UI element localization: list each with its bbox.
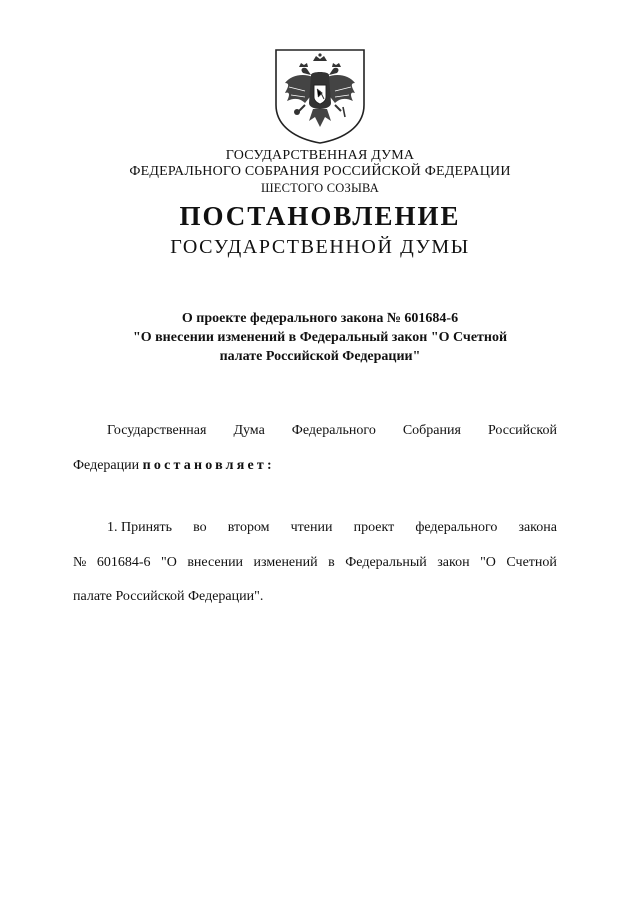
- word: чтении: [290, 520, 333, 535]
- word: втором: [227, 520, 270, 535]
- word: закона: [518, 520, 557, 535]
- item-1-line-2: [73, 555, 557, 571]
- word: во: [193, 520, 207, 535]
- word: внесении: [187, 555, 244, 570]
- item-1-line-3: палате Российской Федерации".: [73, 589, 264, 604]
- assembly-name: ФЕДЕРАЛЬНОГО СОБРАНИЯ РОССИЙСКОЙ ФЕДЕРАЦИИ: [129, 164, 511, 179]
- bill-heading-line-3: палате Российской Федерации": [219, 349, 421, 364]
- item-1-line-1: [107, 520, 557, 536]
- word: "О: [480, 555, 496, 570]
- word: Российской: [487, 423, 557, 438]
- word: Федерального: [291, 423, 376, 438]
- word: в: [328, 555, 335, 570]
- word: Собрания: [402, 423, 461, 438]
- word: №: [73, 555, 87, 570]
- word: федерального: [415, 520, 498, 535]
- bill-heading-line-1: О проекте федерального закона № 601684-6: [181, 311, 459, 326]
- preamble-line-2: [73, 458, 557, 474]
- preamble-text: Федерации: [73, 458, 143, 473]
- resolves-word: постановляет:: [142, 458, 275, 473]
- word: 601684-6: [96, 555, 151, 570]
- word: закон: [437, 555, 470, 570]
- word: проект: [353, 520, 395, 535]
- document-subtitle: ГОСУДАРСТВЕННОЙ ДУМЫ: [170, 236, 470, 258]
- state-emblem-icon: [273, 47, 367, 145]
- convocation: ШЕСТОГО СОЗЫВА: [260, 181, 380, 195]
- preamble-line-1: [107, 423, 557, 439]
- word: Федеральный: [345, 555, 427, 570]
- word: Счетной: [506, 555, 557, 570]
- word: Государственная: [107, 423, 207, 438]
- bill-heading-line-2: "О внесении изменений в Федеральный закон "О Счетной: [132, 330, 508, 345]
- word: Дума: [233, 423, 265, 438]
- document-title: ПОСТАНОВЛЕНИЕ: [179, 201, 461, 231]
- word: изменений: [253, 555, 318, 570]
- word: 1. Принять: [107, 520, 173, 535]
- word: "О: [161, 555, 177, 570]
- parliament-name: ГОСУДАРСТВЕННАЯ ДУМА: [225, 148, 415, 163]
